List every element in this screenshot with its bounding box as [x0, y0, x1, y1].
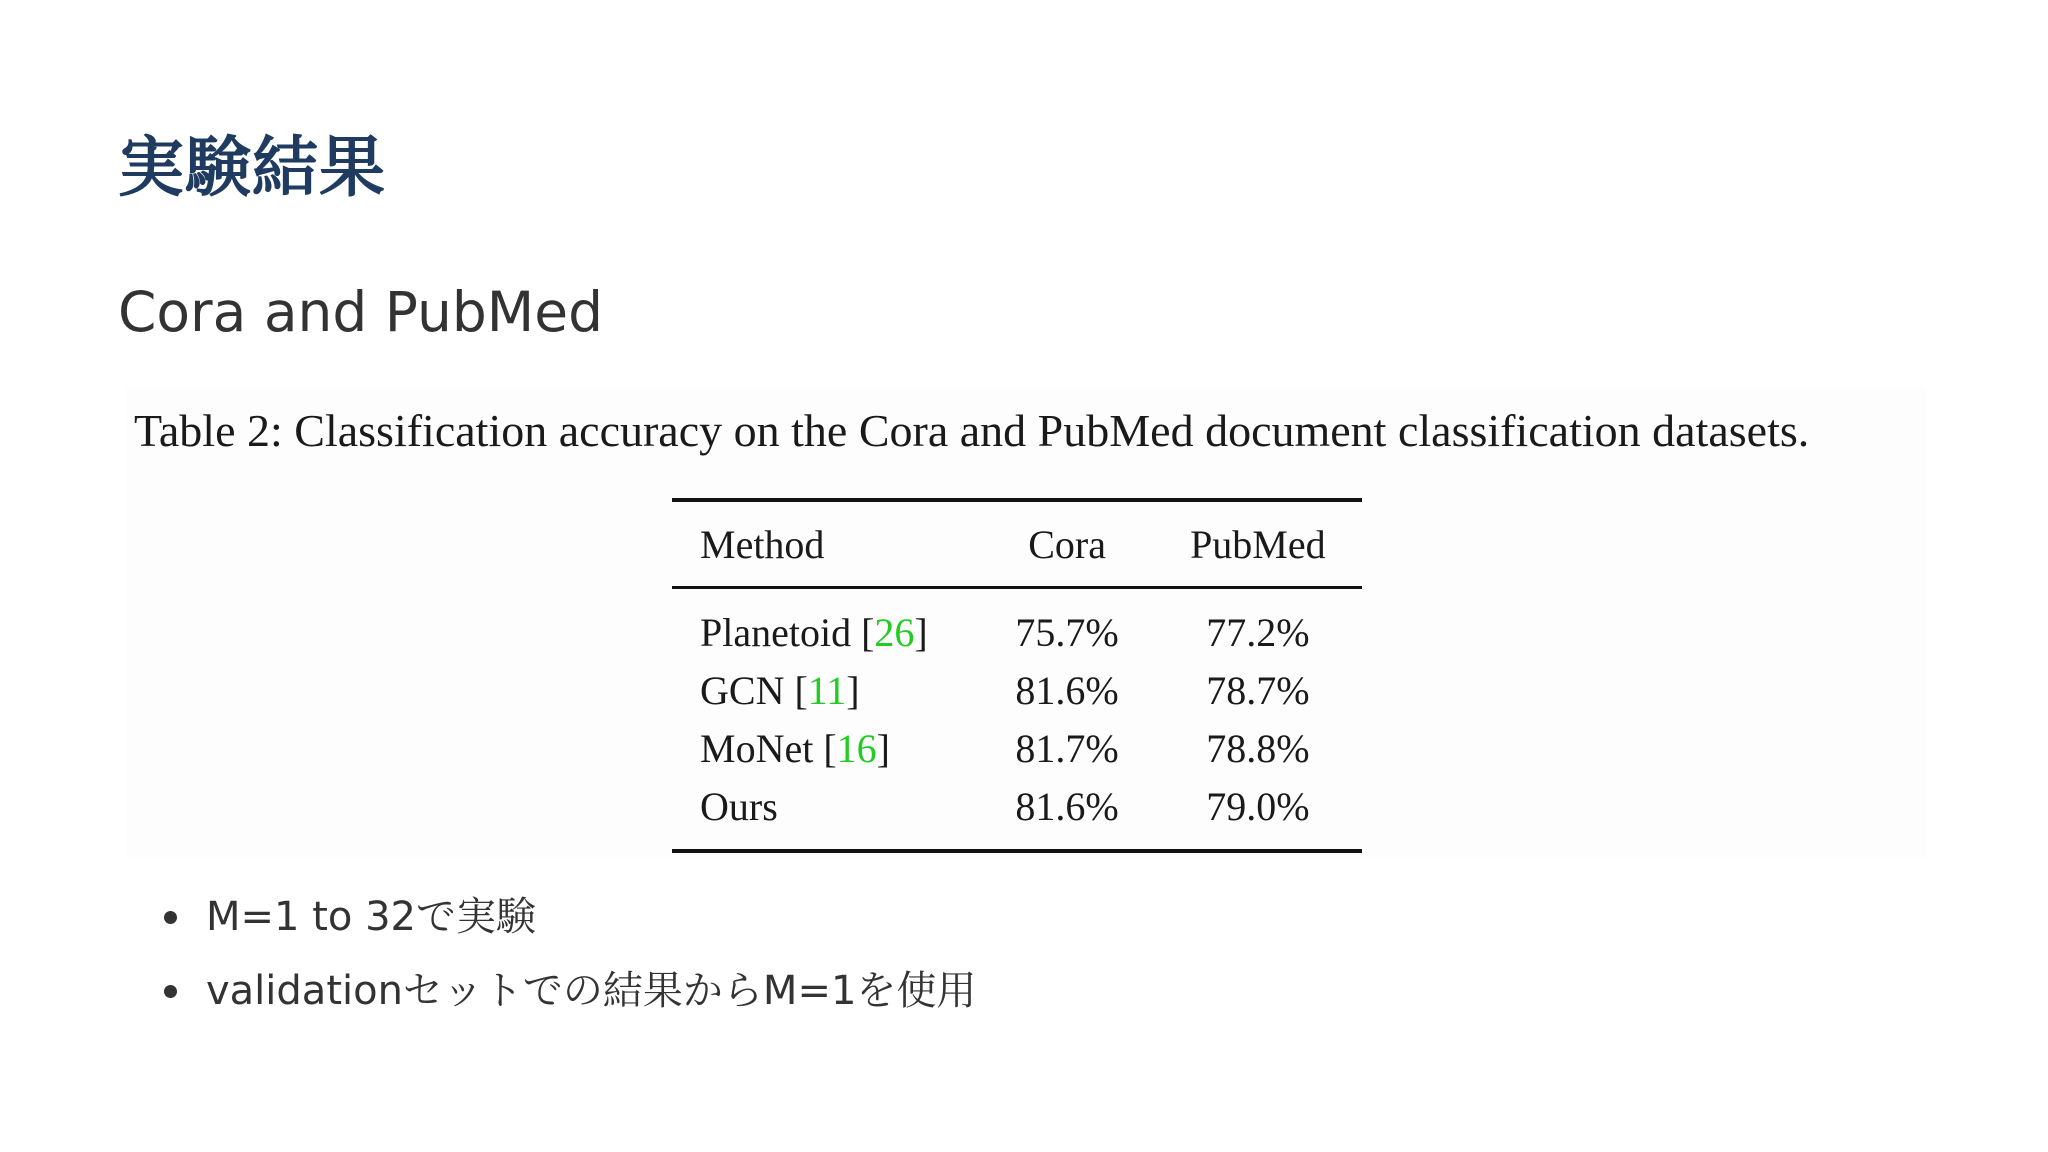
table-caption: Table 2: Classification accuracy on the Cora and PubMed document classification datasets.	[134, 405, 1810, 456]
bullet-text: M=1 to 32で実験	[206, 894, 536, 940]
table-row	[672, 661, 1362, 719]
cora-value: 81.6%	[1015, 667, 1119, 713]
method-name: GCN	[700, 667, 785, 713]
table-figure	[126, 388, 1926, 858]
bullet-text: validationセットでの結果からM=1を使用	[206, 968, 977, 1014]
citation-close: ]	[876, 725, 890, 771]
pubmed-value: 78.7%	[1206, 667, 1310, 713]
header-method: Method	[700, 521, 825, 567]
method-cell	[672, 719, 980, 777]
method-cell	[672, 777, 980, 851]
method-cell	[672, 661, 980, 719]
cora-value: 81.6%	[1015, 783, 1119, 829]
bullet-dot-icon	[164, 985, 177, 998]
table-row	[672, 719, 1362, 777]
table-header-row	[672, 500, 1362, 588]
slide-title: 実験結果	[118, 129, 386, 206]
table-row	[672, 777, 1362, 851]
results-table	[672, 498, 1362, 853]
list-item	[158, 880, 976, 954]
table-row	[672, 588, 1362, 662]
pubmed-value: 79.0%	[1206, 783, 1310, 829]
citation-link[interactable]: 11	[807, 667, 847, 713]
list-item	[158, 954, 976, 1028]
method-name: Ours	[700, 783, 778, 829]
header-pubmed: PubMed	[1190, 521, 1326, 567]
citation-close: ]	[914, 609, 928, 655]
pubmed-value: 77.2%	[1206, 609, 1310, 655]
section-heading: Cora and PubMed	[118, 280, 603, 344]
method-name: MoNet	[700, 725, 814, 771]
bullet-dot-icon	[164, 911, 177, 924]
cora-value: 81.7%	[1015, 725, 1119, 771]
citation-open: [	[861, 609, 875, 655]
pubmed-value: 78.8%	[1206, 725, 1310, 771]
method-cell	[672, 588, 980, 662]
bullet-list	[158, 880, 976, 1028]
citation-link[interactable]: 16	[836, 725, 877, 771]
header-cora: Cora	[1028, 521, 1106, 567]
citation-close: ]	[846, 667, 860, 713]
method-name: Planetoid	[700, 609, 852, 655]
citation-link[interactable]: 26	[874, 609, 915, 655]
citation-open: [	[823, 725, 837, 771]
citation-open: [	[794, 667, 808, 713]
cora-value: 75.7%	[1015, 609, 1119, 655]
